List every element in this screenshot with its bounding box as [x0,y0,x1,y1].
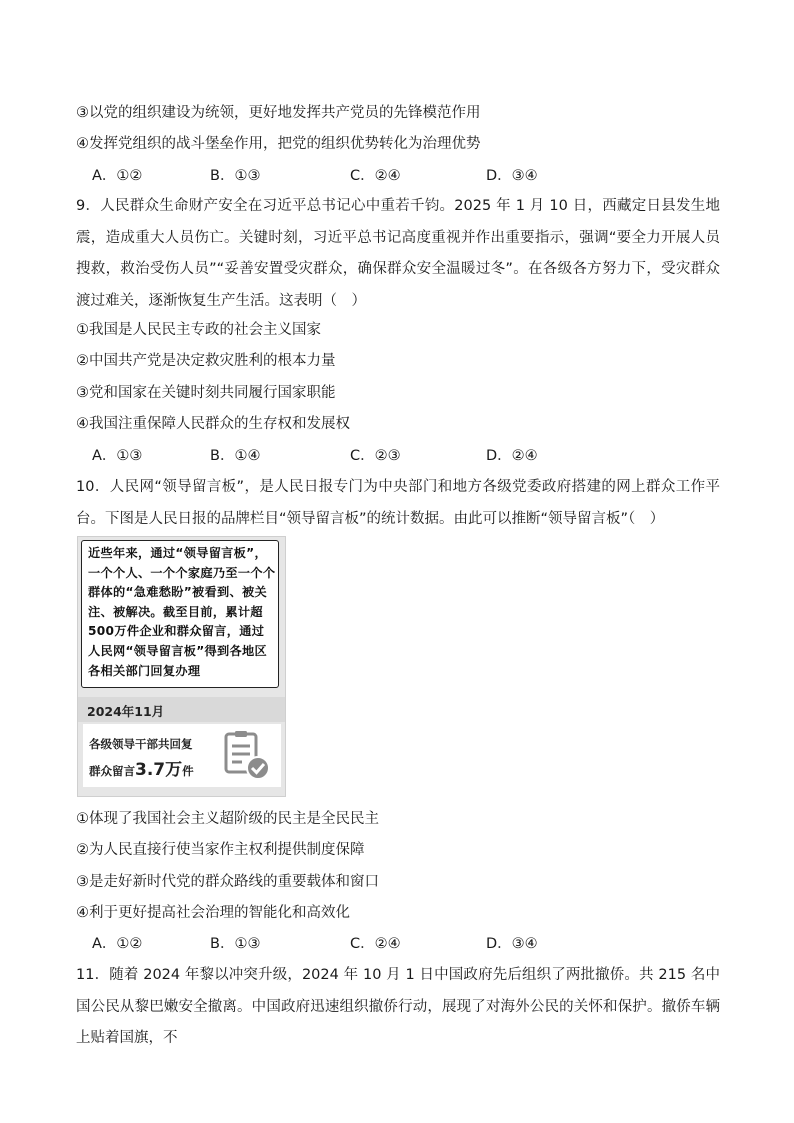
q10-option-a[interactable]: A．①② [92,936,143,952]
q10-option-d[interactable]: D．③④ [486,936,538,952]
stat-unit: 件 [182,764,194,778]
q8-option-c[interactable]: C．②④ [350,168,401,184]
q9-option-b[interactable]: B．①④ [210,448,261,464]
q9-item-4: ④我国注重保障人民群众的生存权和发展权 [76,416,350,432]
q10-item-2: ②为人民直接行使当家作主权利提供制度保障 [76,842,365,858]
figure-date: 2024年11月 [87,704,165,719]
q10-item-3: ③是走好新时代党的群众路线的重要载体和窗口 [76,874,379,890]
q8-option-b[interactable]: B．①③ [210,168,261,184]
q9-item-3: ③党和国家在关键时刻共同履行国家职能 [76,385,336,401]
q10-item-4: ④利于更好提高社会治理的智能化和高效化 [76,905,350,921]
q9-option-c[interactable]: C．②③ [350,448,401,464]
q9-option-d[interactable]: D．②④ [486,448,538,464]
q9-stem: 9．人民群众生命财产安全在习近平总书记心中重若千钧。2025 年 1 月 10 日，西藏定日县发生地震，造成重大人员伤亡。关键时刻，习近平总书记高度重视并作出重要指示，强调“要全力开展人员搜救，救治受伤人员”“妥善安置受灾群众，确保群众安全温暖过冬”。在各级各方努力下，受灾群众渡过难关，逐渐恢复生产生活。这表明（ ） [76,198,720,309]
q10-option-b[interactable]: B．①③ [210,936,261,952]
figure-date-row [78,697,285,722]
q10-figure [77,536,286,797]
q8-item-3: ③以党的组织建设为统领，更好地发挥共产党员的先锋模范作用 [76,105,481,121]
figure-bubble-text: 近些年来，通过“领导留言板”，一个个人、一个个家庭乃至一个个群体的“急难愁盼”被看到、被关注、被解决。截至目前，累计超500万件企业和群众留言，通过人民网“领导留言板”得到各地区各相关部门回复办理 [88,546,276,678]
stat-value-line [89,755,194,780]
figure-speech-bubble [81,540,279,688]
figure-stat-card [83,724,281,787]
q9-option-a[interactable]: A．①③ [92,448,143,464]
stat-number: 3.7万 [135,760,183,780]
q10-item-1: ①体现了我国社会主义超阶级的民主是全民民主 [76,811,379,827]
q10-stem: 10．人民网“领导留言板”，是人民日报专门为中央部门和地方各级党委政府搭建的网上群众工作平台。下图是人民日报的品牌栏目“领导留言板”的统计数据。由此可以推断“领导留言板”（ ） [76,479,720,527]
q10-option-c[interactable]: C．②④ [350,936,401,952]
q8-item-4: ④发挥党组织的战斗堡垒作用，把党的组织优势转化为治理优势 [76,136,481,152]
q8-option-a[interactable]: A．①② [92,168,143,184]
stat-label: 各级领导干部共回复 [89,737,193,751]
q11-stem: 11．随着 2024 年黎以冲突升级，2024 年 10 月 1 日中国政府先后组织了两批撤侨。共 215 名中国公民从黎巴嫩安全撤离。中国政府迅速组织撤侨行动，展现了对海外公民的关怀和保护。撤侨车辆上贴着国旗，不 [76,967,720,1046]
stat-prefix: 群众留言 [89,764,135,778]
q8-option-d[interactable]: D．③④ [486,168,538,184]
q9-item-1: ①我国是人民民主专政的社会主义国家 [76,322,321,338]
document-check-icon [220,730,272,782]
q9-item-2: ②中国共产党是决定救灾胜利的根本力量 [76,353,336,369]
